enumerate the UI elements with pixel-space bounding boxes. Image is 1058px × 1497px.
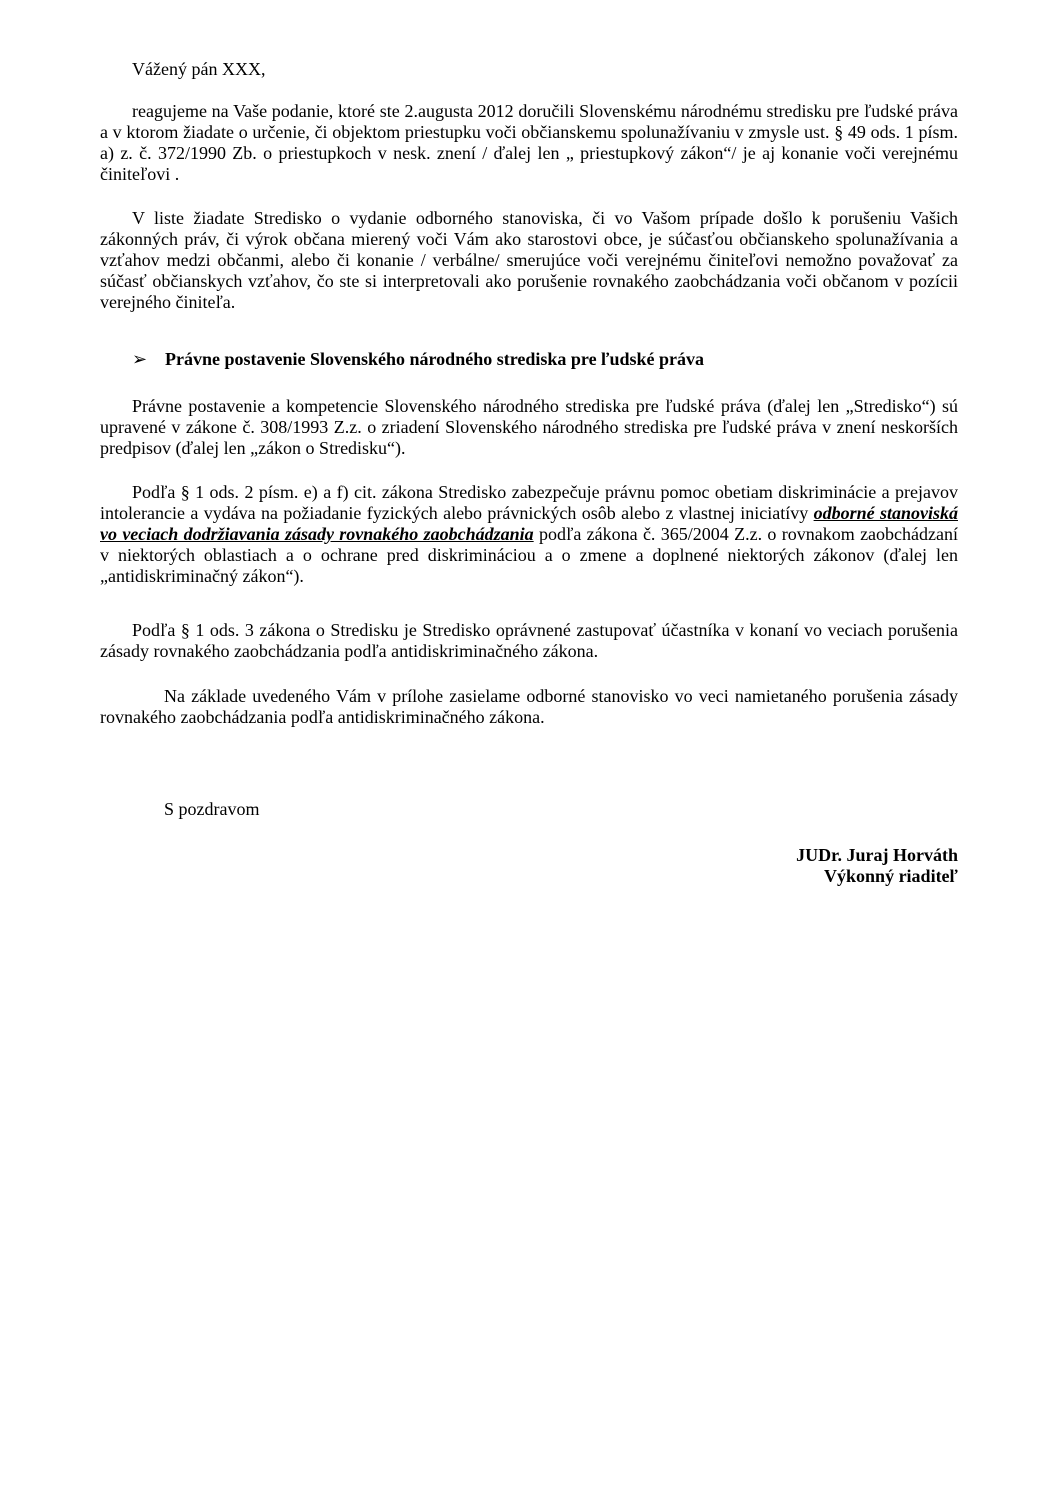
closing-greeting: S pozdravom (164, 799, 260, 819)
signature-title: Výkonný riaditeľ (824, 866, 958, 886)
salutation: Vážený pán XXX, (132, 59, 266, 79)
paragraph-representation: Podľa § 1 ods. 3 zákona o Stredisku je Stredisko oprávnené zastupovať účastníka v konaní vo veciach porušenia zásady rovnakého zaobchádzania podľa antidiskriminačného zákona. (100, 620, 958, 661)
paragraph-competencies (100, 482, 958, 587)
paragraph-request-summary: reagujeme na Vaše podanie, ktoré ste 2.augusta 2012 doručili Slovenskému národnému stredisku pre ľudské práva a v ktorom žiadate o určenie, či objektom priestupku voči občianskemu spolunažívaniu v zmysle ust. § 49 ods. 1 písm. a) z. č. 372/1990 Zb. o priestupkoch v nesk. znení / ďalej len „ priestupkový zákon“/ je aj konanie voči verejnému činiteľovi . (100, 101, 958, 184)
signature-block (796, 845, 958, 887)
paragraph-legal-status: Právne postavenie a kompetencie Slovenského národného strediska pre ľudské práva (ďalej len „Stredisko“) sú upravené v zákone č. 308/1993 Z.z. o zriadení Slovenského národného strediska pre ľudské práva v znení neskorších predpisov (ďalej len „zákon o Stredisku“). (100, 396, 958, 458)
section-heading (132, 349, 704, 370)
signature-name: JUDr. Juraj Horváth (796, 845, 958, 865)
arrow-bullet-icon: ➢ (132, 349, 148, 369)
paragraph-enclosure: Na základe uvedeného Vám v prílohe zasielame odborné stanovisko vo veci namietaného porušenia zásady rovnakého zaobchádzania podľa antidiskriminačného zákona. (100, 686, 958, 727)
paragraph-request-details: V liste žiadate Stredisko o vydanie odborného stanoviska, či vo Vašom prípade došlo k porušeniu Vašich zákonných práv, či výrok občana mierený voči Vám ako starostovi obce, je súčasťou občianskeho spolunažívania a vzťahov medzi občanmi, alebo či konanie / verbálne/ smerujúce voči verejnému činiteľovi nemožno považovať za súčasť občianskych vzťahov, čo ste si interpretovali ako porušenie rovnakého zaobchádzania voči občanom v pozícii verejného činiteľa. (100, 208, 958, 312)
section-heading-text: Právne postavenie Slovenského národného strediska pre ľudské práva (165, 349, 705, 369)
competencies-text-start: Podľa § 1 ods. 2 písm. e) a f) cit. zákona Stredisko zabezpečuje právnu pomoc obetiam diskriminácie a prejavov intolerancie a vydáva na požiadanie fyzických alebo právnických osôb alebo z vlastnej iniciatívy (100, 482, 958, 523)
competencies-text-end: podľa zákona č. 365/2004 Z.z. o rovnakom zaobchádzaní v niektorých oblastiach a o ochrane pred diskrimináciou a o zmene a doplnené niektorých zákonov (ďalej len „antidiskriminačný zákon“). (100, 524, 959, 586)
competencies-emphasis: odborné stanoviská vo veciach dodržiavania zásady rovnakého zaobchádzania (100, 503, 958, 544)
